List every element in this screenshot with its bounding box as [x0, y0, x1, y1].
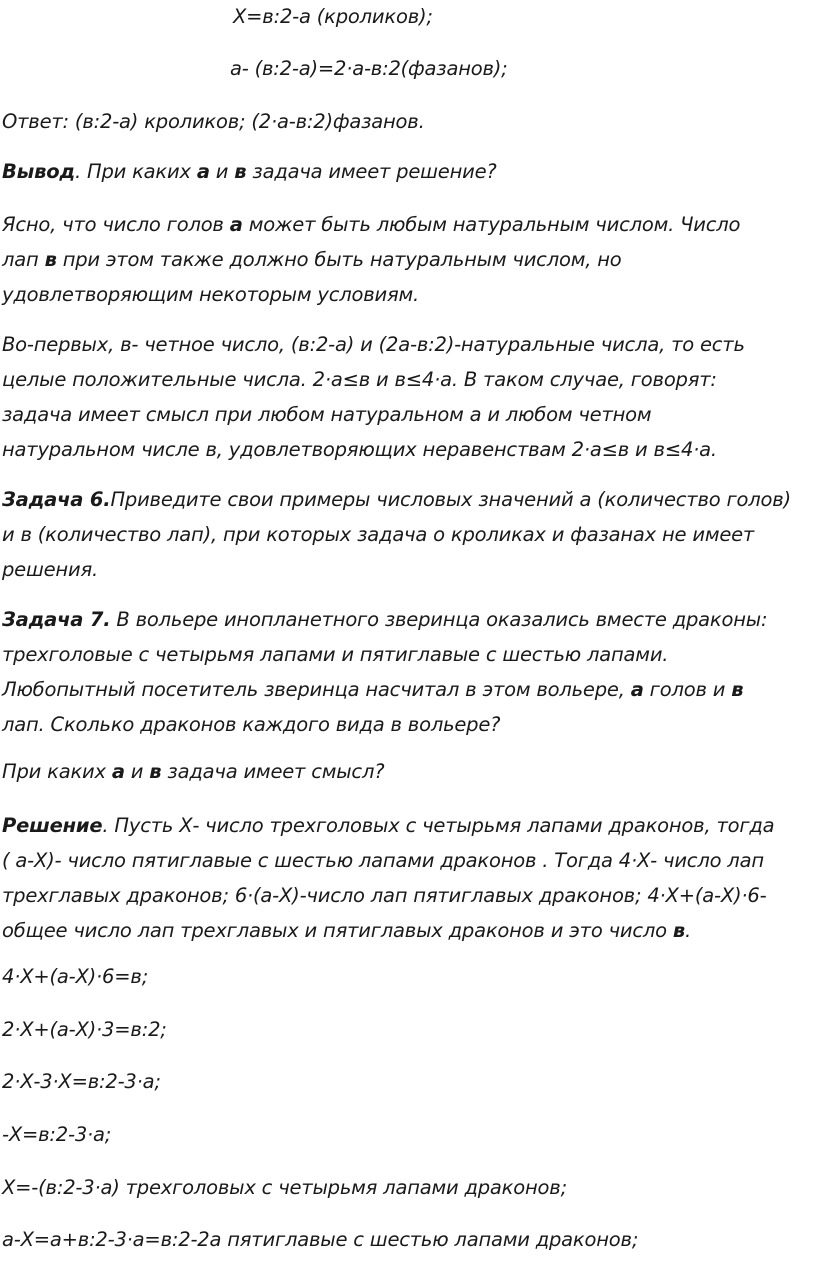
paragraph-conditions: Во-первых, в- четное число, (в:2-а) и (2а-в:2)-натуральные числа, то есть целые положительные числа. 2·a≤в и в≤4·a. В таком случае, говорят: задача имеет смысл при любом натуральном а и любом четном натуральном числе в, удовлетворяющих неравенствам 2·a≤в и в≤4·a.	[2, 333, 745, 461]
equation-pheasants: a- (в:2-a)=2·a-в:2(фазанов);	[230, 57, 508, 80]
equation-line: 4·Х+(а-Х)·6=в;	[2, 965, 149, 988]
task-7: Задача 7. В вольере инопланетного зверинца оказались вместе драконы: трехголовые с четырьмя лапами и пятиглавые с шестью лапами. Любопытный посетитель зверинца насчитал в этом вольере, а голов и в лап. Сколько драконов каждого вида в вольере?	[2, 608, 768, 736]
task-6-label: Задача 6.	[2, 488, 111, 511]
equation-line: -Х=в:2-3·а;	[2, 1123, 112, 1146]
question-line: При каких а и в задача имеет смысл?	[2, 760, 385, 783]
conclusion-label: Вывод	[2, 160, 75, 183]
equation-line: а-Х=а+в:2-3·а=в:2-2а пятиглавые с шестью лапами драконов;	[2, 1228, 639, 1251]
equation-line: 2·Х-3·Х=в:2-3·а;	[2, 1070, 161, 1093]
solution-label: Решение	[2, 814, 103, 837]
task-7-label: Задача 7.	[2, 608, 111, 631]
equation-line: 2·Х+(а-Х)·3=в:2;	[2, 1018, 167, 1041]
equation-rabbits: X=в:2-a (кроликов);	[233, 5, 433, 28]
paragraph-heads-legs: Ясно, что число голов а может быть любым натуральным числом. Число лап в при этом также должно быть натуральным числом, но удовлетворяющим некоторым условиям.	[2, 213, 741, 306]
equation-line: Х=-(в:2-3·а) трехголовых с четырьмя лапами драконов;	[2, 1176, 567, 1199]
answer-line: Ответ: (в:2-a) кроликов; (2·a-в:2)фазанов.	[2, 110, 425, 133]
task-6: Задача 6.Приведите свои примеры числовых значений а (количество голов) и в (количество лап), при которых задача о кроликах и фазанах не имеет решения.	[2, 488, 791, 581]
conclusion-line: Вывод. При каких а и в задача имеет решение?	[2, 160, 497, 183]
solution: Решение. Пусть Х- число трехголовых с четырьмя лапами драконов, тогда ( а-Х)- число пятиглавые с шестью лапами драконов . Тогда 4·Х- число лап трехглавых драконов; 6·(а-Х)-число лап пятиглавых драконов; 4·Х+(а-Х)·6- общее число лап трехглавых и пятиглавых драконов и это число в.	[2, 814, 775, 942]
